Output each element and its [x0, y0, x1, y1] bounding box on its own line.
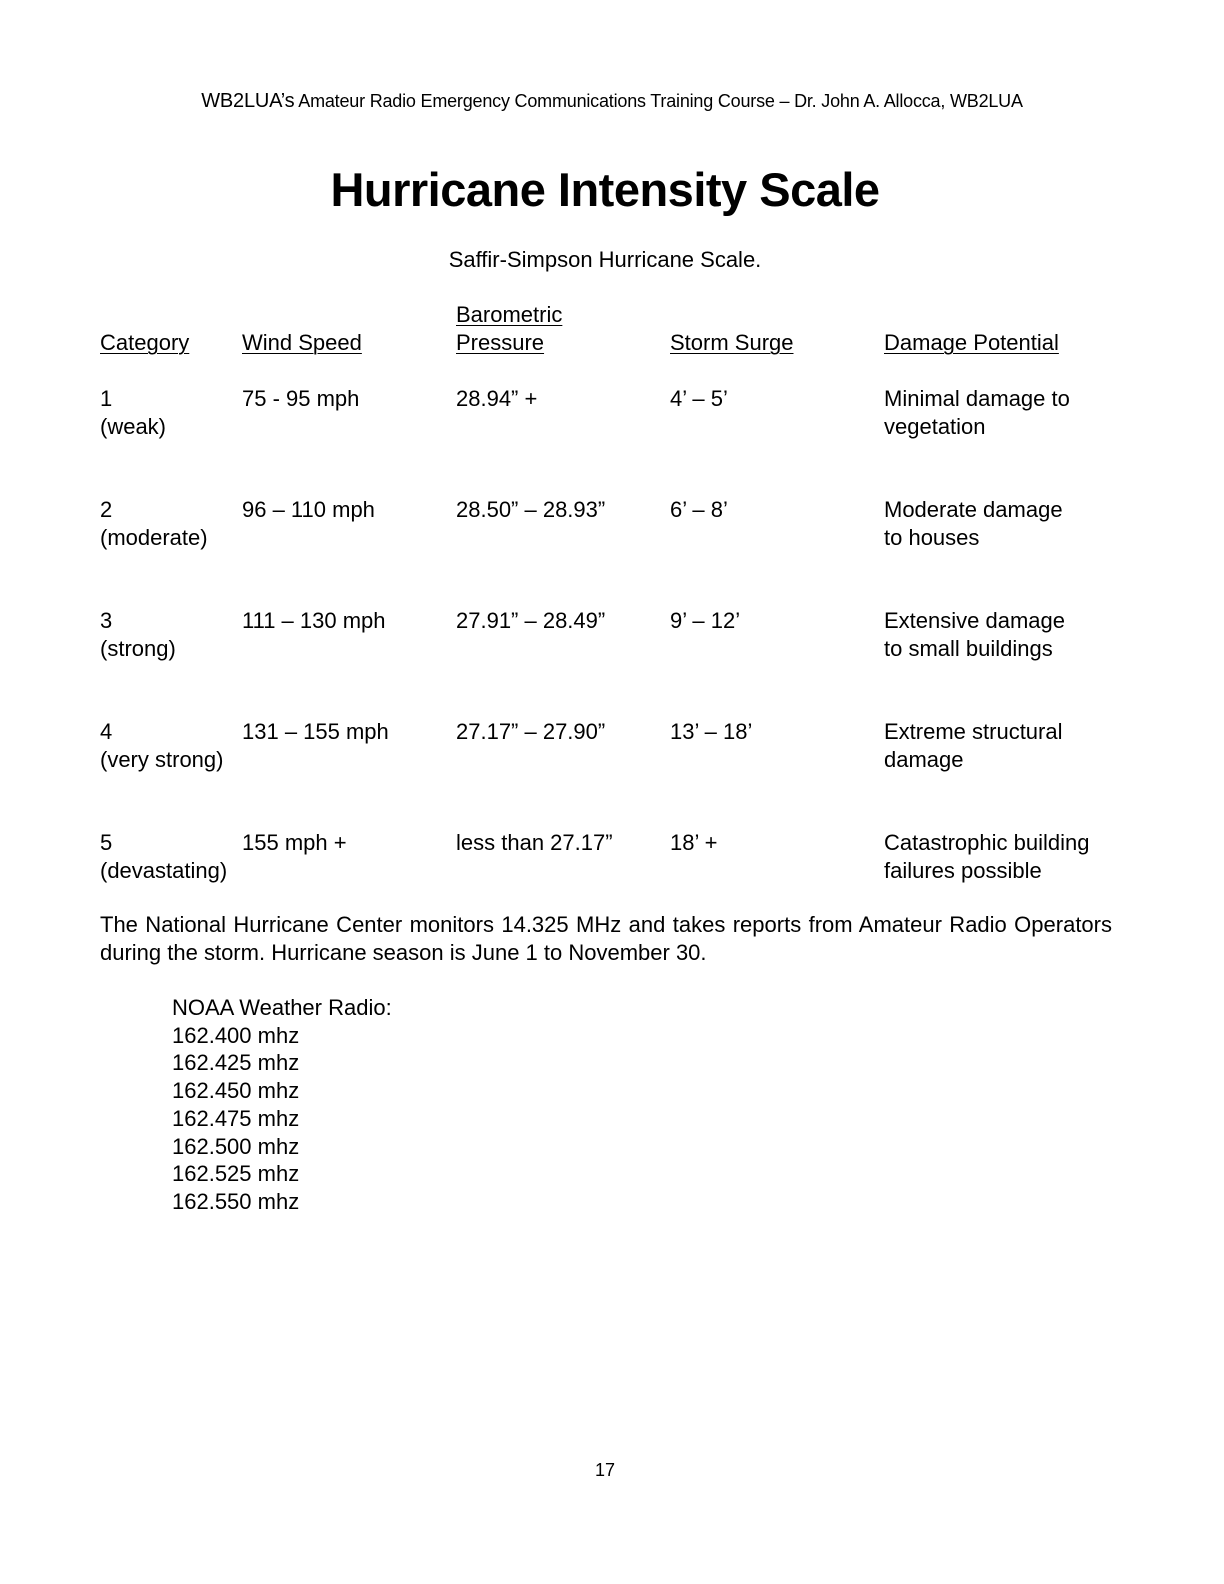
- wind-speed: 75 - 95 mph: [242, 386, 360, 411]
- frequency-item: 162.425 mhz: [172, 1050, 300, 1076]
- pressure: 27.91” – 28.49”: [456, 608, 606, 633]
- frequency-item: 162.475 mhz: [172, 1105, 300, 1131]
- category-number: 5: [100, 830, 113, 855]
- pressure: 28.50” – 28.93”: [456, 497, 606, 522]
- frequency-item: 162.400 mhz: [172, 1022, 300, 1048]
- wind-speed: 131 – 155 mph: [242, 719, 389, 744]
- category-label: (weak): [100, 414, 167, 439]
- wind-speed: 111 – 130 mph: [242, 608, 386, 633]
- nhc-paragraph: The National Hurricane Center monitors 14.325 MHz and takes reports from Amateur Radio Operators during the storm. Hurricane season is June 1 to November 30.: [100, 912, 1112, 965]
- header-category: Category: [100, 330, 190, 355]
- damage-line2: to small buildings: [884, 636, 1053, 661]
- frequency-item: 162.500 mhz: [172, 1133, 300, 1159]
- storm-surge: 6’ – 8’: [670, 497, 728, 522]
- category-number: 3: [100, 608, 113, 633]
- category-number: 1: [100, 386, 113, 411]
- damage-line2: damage: [884, 747, 964, 772]
- running-header-rest: Amateur Radio Emergency Communications Training Course – Dr. John A. Allocca, WB2LUA: [294, 91, 1023, 111]
- storm-surge: 18’ +: [670, 830, 718, 855]
- wind-speed: 155 mph +: [242, 830, 347, 855]
- running-header-lead: WB2LUA’s: [201, 90, 295, 112]
- damage-line2: vegetation: [884, 414, 986, 439]
- category-label: (devastating): [100, 858, 228, 883]
- category-number: 2: [100, 497, 113, 522]
- category-label: (moderate): [100, 525, 208, 550]
- header-storm-surge: Storm Surge: [670, 330, 794, 355]
- damage-line1: Minimal damage to: [884, 386, 1070, 411]
- header-pressure-line1: Barometric: [456, 302, 563, 327]
- frequency-item: 162.550 mhz: [172, 1188, 300, 1214]
- wind-speed: 96 – 110 mph: [242, 497, 375, 522]
- damage-line2: to houses: [884, 525, 980, 550]
- category-label: (very strong): [100, 747, 224, 772]
- noaa-heading: NOAA Weather Radio:: [172, 995, 392, 1020]
- category-number: 4: [100, 719, 113, 744]
- category-label: (strong): [100, 636, 176, 661]
- storm-surge: 4’ – 5’: [670, 386, 728, 411]
- storm-surge: 9’ – 12’: [670, 608, 741, 633]
- running-header: [0, 89, 1224, 113]
- header-pressure-line2: Pressure: [456, 330, 545, 355]
- damage-line1: Catastrophic building: [884, 830, 1090, 855]
- damage-line2: failures possible: [884, 858, 1042, 883]
- noaa-frequency-list: [172, 994, 392, 1216]
- pressure: 28.94” +: [456, 386, 538, 411]
- frequency-item: 162.525 mhz: [172, 1161, 300, 1187]
- damage-line1: Moderate damage: [884, 497, 1063, 522]
- page-title: Hurricane Intensity Scale: [330, 163, 880, 216]
- storm-surge: 13’ – 18’: [670, 719, 753, 744]
- pressure: 27.17” – 27.90”: [456, 719, 606, 744]
- header-damage-potential: Damage Potential: [884, 330, 1059, 355]
- page-subtitle: Saffir-Simpson Hurricane Scale.: [448, 247, 762, 272]
- damage-line1: Extreme structural: [884, 719, 1063, 744]
- page-number: 17: [594, 1460, 616, 1480]
- frequency-item: 162.450 mhz: [172, 1078, 300, 1104]
- header-wind-speed: Wind Speed: [242, 330, 362, 355]
- damage-line1: Extensive damage: [884, 608, 1065, 633]
- pressure: less than 27.17”: [456, 830, 613, 855]
